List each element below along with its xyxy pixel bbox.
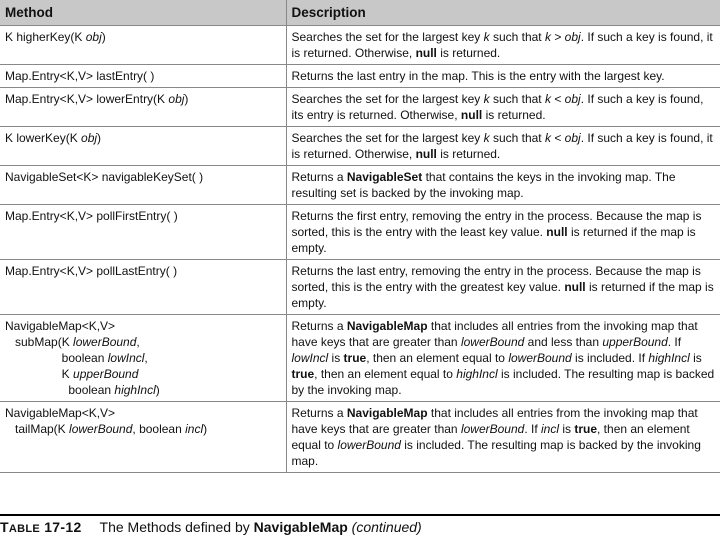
method-cell: NavigableSet<K> navigableKeySet( ) xyxy=(0,166,286,205)
table-row xyxy=(0,205,720,260)
description-cell: Returns the last entry, removing the entry in the process. Because the map is sorted, this is the entry with the greatest key value. null is returned if the map is empty. xyxy=(286,260,720,315)
method-cell: Map.Entry<K,V> pollFirstEntry( ) xyxy=(0,205,286,260)
header-row xyxy=(0,0,720,26)
description-cell: Returns a NavigableSet that contains the keys in the invoking map. The resulting set is backed by the invoking map. xyxy=(286,166,720,205)
method-cell: Map.Entry<K,V> lastEntry( ) xyxy=(0,65,286,88)
table-row xyxy=(0,65,720,88)
description-column-header: Description xyxy=(286,0,720,26)
table-row xyxy=(0,260,720,315)
table-row xyxy=(0,402,720,473)
table-caption xyxy=(0,514,720,542)
method-cell: Map.Entry<K,V> lowerEntry(K obj) xyxy=(0,88,286,127)
method-cell: Map.Entry<K,V> pollLastEntry( ) xyxy=(0,260,286,315)
method-cell: NavigableMap<K,V> tailMap(K lowerBound, boolean incl) xyxy=(0,402,286,473)
description-cell: Searches the set for the largest key k such that k > obj. If such a key is found, it is returned. Otherwise, null is returned. xyxy=(286,26,720,65)
caption-text: The Methods defined by xyxy=(99,519,250,535)
description-cell: Returns a NavigableMap that includes all entries from the invoking map that have keys that are greater than lowerBound and less than upperBound. If lowIncl is true, then an element equal to lowerBound is included. If highIncl is true, then an element equal to highIncl is included. The resulting map is backed by the invoking map. xyxy=(286,315,720,402)
table-row xyxy=(0,315,720,402)
caption-class-name: NavigableMap xyxy=(253,519,348,535)
caption-table-number: 17-12 xyxy=(44,519,82,535)
description-cell: Returns the first entry, removing the entry in the process. Because the map is sorted, this is the entry with the least key value. null is returned if the map is empty. xyxy=(286,205,720,260)
caption-label xyxy=(0,519,82,535)
caption-label-rest: ABLE xyxy=(8,523,41,535)
method-column-header: Method xyxy=(0,0,286,26)
table-row xyxy=(0,127,720,166)
table-row xyxy=(0,26,720,65)
caption-label-initial: T xyxy=(0,519,9,535)
table-row xyxy=(0,166,720,205)
method-cell: K lowerKey(K obj) xyxy=(0,127,286,166)
description-cell: Searches the set for the largest key k such that k < obj. If such a key is found, its entry is returned. Otherwise, null is returned. xyxy=(286,88,720,127)
caption-continued: (continued) xyxy=(351,519,422,535)
method-cell: K higherKey(K obj) xyxy=(0,26,286,65)
description-cell: Returns a NavigableMap that includes all entries from the invoking map that have keys that are greater than lowerBound. If incl is true, then an element equal to lowerBound is included. The resulting map is backed by the invoking map. xyxy=(286,402,720,473)
description-cell: Searches the set for the largest key k such that k < obj. If such a key is found, it is returned. Otherwise, null is returned. xyxy=(286,127,720,166)
method-cell: NavigableMap<K,V> subMap(K lowerBound, boolean lowIncl, K upperBound boolean highIncl) xyxy=(0,315,286,402)
table-row xyxy=(0,88,720,127)
description-cell: Returns the last entry in the map. This is the entry with the largest key. xyxy=(286,65,720,88)
